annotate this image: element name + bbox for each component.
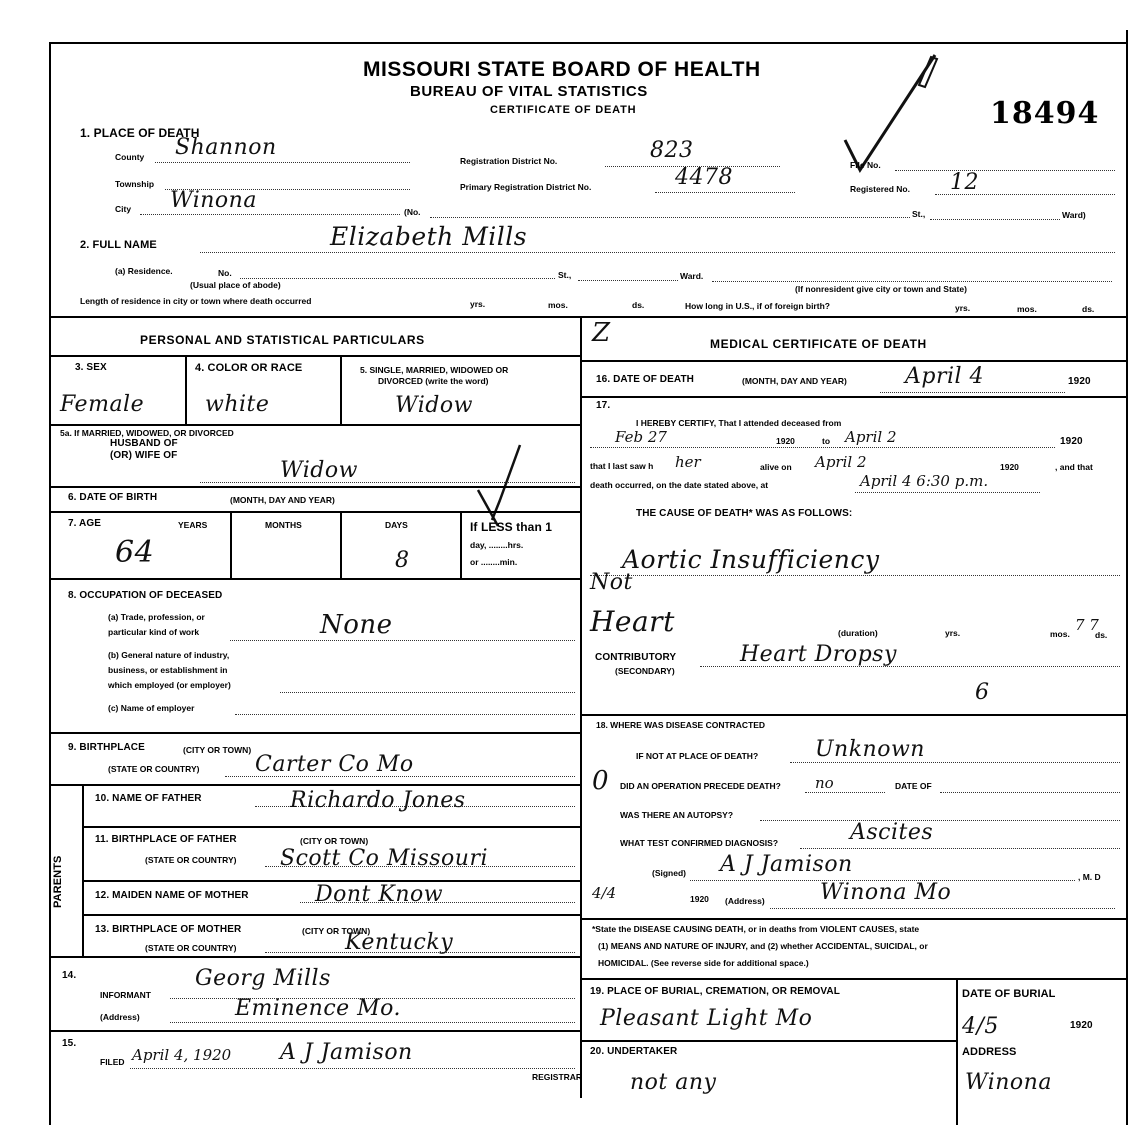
color-label: 4. COLOR OR RACE [195, 362, 303, 374]
informant-value: Georg Mills [195, 966, 331, 991]
cause-line2: Not [590, 570, 633, 595]
undertaker-address-label: ADDRESS [962, 1046, 1017, 1058]
place-contracted-label: IF NOT AT PLACE OF DEATH? [636, 751, 759, 761]
top-border [49, 42, 1128, 44]
spouse-value: Widow [280, 458, 358, 483]
age-years-value: 64 [115, 535, 155, 570]
duration-ds: ds. [1095, 630, 1108, 640]
physician-address-value: Winona Mo [820, 880, 952, 905]
father-bp-sub2: (STATE OR COUNTRY) [145, 855, 237, 865]
county-value: Shannon [175, 135, 277, 160]
father-value: Richardo Jones [290, 788, 466, 813]
length-residence-label: Length of residence in city or town where death occurred [80, 296, 312, 306]
days-label: DAYS [385, 520, 408, 530]
test-label: WHAT TEST CONFIRMED DIAGNOSIS? [620, 838, 779, 848]
main-divider [49, 316, 1128, 318]
mother-label: 12. MAIDEN NAME OF MOTHER [95, 890, 249, 901]
sex-label: 3. SEX [75, 362, 107, 373]
duration-months-value: 7 7 [1075, 616, 1099, 634]
birthplace-label: 9. BIRTHPLACE [68, 742, 145, 753]
medical-header: MEDICAL CERTIFICATE OF DEATH [710, 337, 927, 351]
right-border [1126, 30, 1128, 1125]
cause-line3: Heart [590, 605, 675, 638]
file-no-label: File No. [850, 160, 881, 170]
color-value: white [205, 392, 270, 417]
signed-label: (Signed) [652, 868, 686, 878]
occupation-value: None [320, 610, 393, 640]
operation-mark: 0 [592, 766, 610, 796]
date-of-death-value: April 4 [905, 364, 985, 389]
occ-c-label: (c) Name of employer [108, 703, 195, 713]
personal-header: PERSONAL AND STATISTICAL PARTICULARS [140, 333, 425, 347]
res-mos-label: mos. [548, 300, 568, 310]
father-birthplace-value: Scott Co Missouri [280, 846, 488, 871]
certify-text: I HEREBY CERTIFY, That I attended deceased from [636, 418, 842, 428]
signed-value: A J Jamison [720, 852, 853, 877]
full-name-label: 2. FULL NAME [80, 239, 157, 251]
operation-label: DID AN OPERATION PRECEDE DEATH? [620, 781, 781, 791]
nonresident-note: (If nonresident give city or town and State) [795, 284, 967, 294]
less-than-label: If LESS than 1 [470, 520, 553, 534]
md-label: , M. D [1078, 872, 1101, 882]
certificate-title: CERTIFICATE OF DEATH [490, 104, 637, 116]
occ-a-label-2: particular kind of work [108, 627, 200, 637]
alive-year: 1920 [1000, 462, 1019, 472]
contributory-mark: 6 [975, 680, 990, 705]
mother-value: Dont Know [315, 882, 444, 907]
registered-label: Registered No. [850, 184, 910, 194]
burial-place-value: Pleasant Light Mo [600, 1006, 813, 1031]
autopsy-label: WAS THERE AN AUTOPSY? [620, 810, 734, 820]
marital-value: Widow [395, 393, 473, 418]
contributory-label: CONTRIBUTORY [595, 652, 677, 663]
spouse-label-3: (OR) WIFE OF [110, 450, 178, 461]
medical-mark: Z [592, 318, 611, 348]
occ-b-label-1: (b) General nature of industry, [108, 650, 230, 660]
foreign-birth-label: How long in U.S., if of foreign birth? [685, 301, 830, 311]
from-year: 1920 [776, 436, 795, 446]
center-divider [580, 316, 582, 1098]
secondary-label: (SECONDARY) [615, 666, 675, 676]
parents-label: PARENTS [52, 855, 64, 908]
father-birthplace-label: 11. BIRTHPLACE OF FATHER [95, 834, 237, 845]
registrar-signature: A J Jamison [280, 1040, 413, 1065]
footnote-1: *State the DISEASE CAUSING DEATH, or in deaths from VIOLENT CAUSES, state [592, 924, 920, 934]
undertaker-address-value: Winona [965, 1070, 1052, 1095]
occupation-label: 8. OCCUPATION OF DECEASED [68, 590, 223, 601]
and-that-label: , and that [1055, 462, 1093, 472]
sex-value: Female [60, 392, 145, 417]
marital-label-1: 5. SINGLE, MARRIED, WIDOWED OR [360, 365, 509, 375]
last-saw-label: that I last saw h [590, 461, 654, 471]
primary-district-label: Primary Registration District No. [460, 182, 592, 192]
attended-to-value: April 2 [845, 428, 897, 446]
med-address-label: (Address) [725, 896, 765, 906]
burial-label: 19. PLACE OF BURIAL, CREMATION, OR REMOVAL [590, 986, 840, 997]
signature-date-value: 4/4 [592, 884, 617, 902]
burial-year: 1920 [1070, 1020, 1093, 1031]
date-of-death-year: 1920 [1068, 376, 1091, 387]
mother-birthplace-value: Kentucky [345, 930, 454, 955]
operation-date-label: DATE OF [895, 781, 932, 791]
birthplace-sub2: (STATE OR COUNTRY) [108, 764, 200, 774]
registered-value: 12 [950, 170, 979, 195]
father-label: 10. NAME OF FATHER [95, 793, 202, 804]
place-contracted-value: Unknown [815, 737, 925, 762]
filed-label: FILED [100, 1057, 125, 1067]
place-of-death-label: 1. PLACE OF DEATH [80, 126, 200, 140]
reg-district-value: 823 [650, 138, 694, 163]
less-min-label: or ........min. [470, 557, 518, 567]
to-label: to [822, 436, 831, 446]
duration-label: (duration) [838, 628, 878, 638]
dod-sub: (MONTH, DAY AND YEAR) [742, 376, 847, 386]
no-label: (No. [404, 207, 421, 217]
occ-a-label-1: (a) Trade, profession, or [108, 612, 205, 622]
certificate-number: 18494 [990, 96, 1100, 131]
dob-sub: (MONTH, DAY AND YEAR) [230, 495, 335, 505]
alive-label: alive on [760, 462, 792, 472]
bureau-title: BUREAU OF VITAL STATISTICS [410, 83, 648, 100]
residence-ward-label: Ward. [680, 271, 704, 281]
primary-district-value: 4478 [675, 165, 733, 190]
years-label: YEARS [178, 520, 208, 530]
county-label: County [115, 152, 145, 162]
burial-date-label: DATE OF BURIAL [962, 988, 1056, 1000]
footnote-3: HOMICIDAL. (See reverse side for additional space.) [598, 958, 809, 968]
city-value: Winona [170, 188, 257, 213]
left-border [49, 42, 51, 1125]
pen-mark-icon [470, 440, 530, 530]
residence-st-label: St., [558, 270, 572, 280]
mother-bp-sub2: (STATE OR COUNTRY) [145, 943, 237, 953]
birthplace-value: Carter Co Mo [255, 752, 414, 777]
alive-on-value: April 2 [815, 453, 867, 471]
cause-label: THE CAUSE OF DEATH* WAS AS FOLLOWS: [636, 508, 853, 519]
foreign-ds-label: ds. [1082, 304, 1095, 314]
to-year: 1920 [1060, 436, 1083, 447]
informant-address-label: (Address) [100, 1012, 140, 1022]
filed-value: April 4, 1920 [132, 1046, 232, 1064]
ward-label: Ward) [1062, 210, 1086, 220]
months-label: MONTHS [265, 520, 302, 530]
signature-year: 1920 [690, 894, 709, 904]
spouse-label-1: 5a. If MARRIED, WIDOWED, OR DIVORCED [60, 428, 234, 438]
age-label: 7. AGE [68, 518, 102, 529]
reg-district-label: Registration District No. [460, 156, 558, 166]
residence-no-label: No. [218, 268, 232, 278]
usual-abode-note: (Usual place of abode) [190, 280, 281, 290]
st-label: St., [912, 209, 926, 219]
undertaker-value: not any [630, 1070, 717, 1095]
foreign-yrs-label: yrs. [955, 303, 971, 313]
burial-date-value: 4/5 [962, 1014, 999, 1039]
mother-bp-sub1: (CITY OR TOWN) [302, 926, 371, 936]
age-days-value: 8 [395, 548, 410, 573]
footnote-2: (1) MEANS AND NATURE OF INJURY, and (2) whether ACCIDENTAL, SUICIDAL, or [598, 941, 928, 951]
item17-label: 17. [596, 400, 611, 411]
registrar-label: REGISTRAR [532, 1072, 583, 1082]
full-name-value: Elizabeth Mills [330, 222, 528, 251]
item15-label: 15. [62, 1038, 77, 1049]
father-bp-sub1: (CITY OR TOWN) [300, 836, 369, 846]
occurred-value: April 4 6:30 p.m. [860, 472, 989, 490]
city-label: City [115, 204, 132, 214]
operation-value: no [815, 774, 834, 792]
occurred-label: death occurred, on the date stated above, at [590, 480, 769, 490]
mother-birthplace-label: 13. BIRTHPLACE OF MOTHER [95, 924, 242, 935]
contributory-value: Heart Dropsy [740, 642, 897, 667]
occ-b-label-2: business, or establishment in [108, 665, 228, 675]
residence-label: (a) Residence. [115, 266, 173, 276]
cause-value: Aortic Insufficiency [622, 545, 880, 574]
informant-label: INFORMANT [100, 990, 151, 1000]
township-label: Township [115, 179, 155, 189]
less-hrs-label: day, ........hrs. [470, 540, 524, 550]
res-ds-label: ds. [632, 300, 645, 310]
informant-address-value: Eminence Mo. [235, 996, 402, 1021]
duration-mos: mos. [1050, 629, 1070, 639]
dob-label: 6. DATE OF BIRTH [68, 492, 158, 503]
form-title: MISSOURI STATE BOARD OF HEALTH [363, 58, 761, 81]
undertaker-label: 20. UNDERTAKER [590, 1046, 678, 1057]
marital-label-2: DIVORCED (write the word) [378, 376, 489, 386]
duration-yrs: yrs. [945, 628, 961, 638]
occ-b-label-3: which employed (or employer) [108, 680, 231, 690]
spouse-label-2: HUSBAND OF [110, 438, 178, 449]
birthplace-sub1: (CITY OR TOWN) [183, 745, 252, 755]
res-yrs-label: yrs. [470, 299, 486, 309]
test-value: Ascites [850, 820, 934, 845]
date-of-death-label: 16. DATE OF DEATH [596, 374, 695, 385]
disease-contracted-label: 18. WHERE WAS DISEASE CONTRACTED [596, 720, 766, 730]
last-saw-value: her [675, 453, 701, 471]
attended-from-value: Feb 27 [615, 428, 667, 446]
item14-label: 14. [62, 970, 77, 981]
foreign-mos-label: mos. [1017, 304, 1037, 314]
